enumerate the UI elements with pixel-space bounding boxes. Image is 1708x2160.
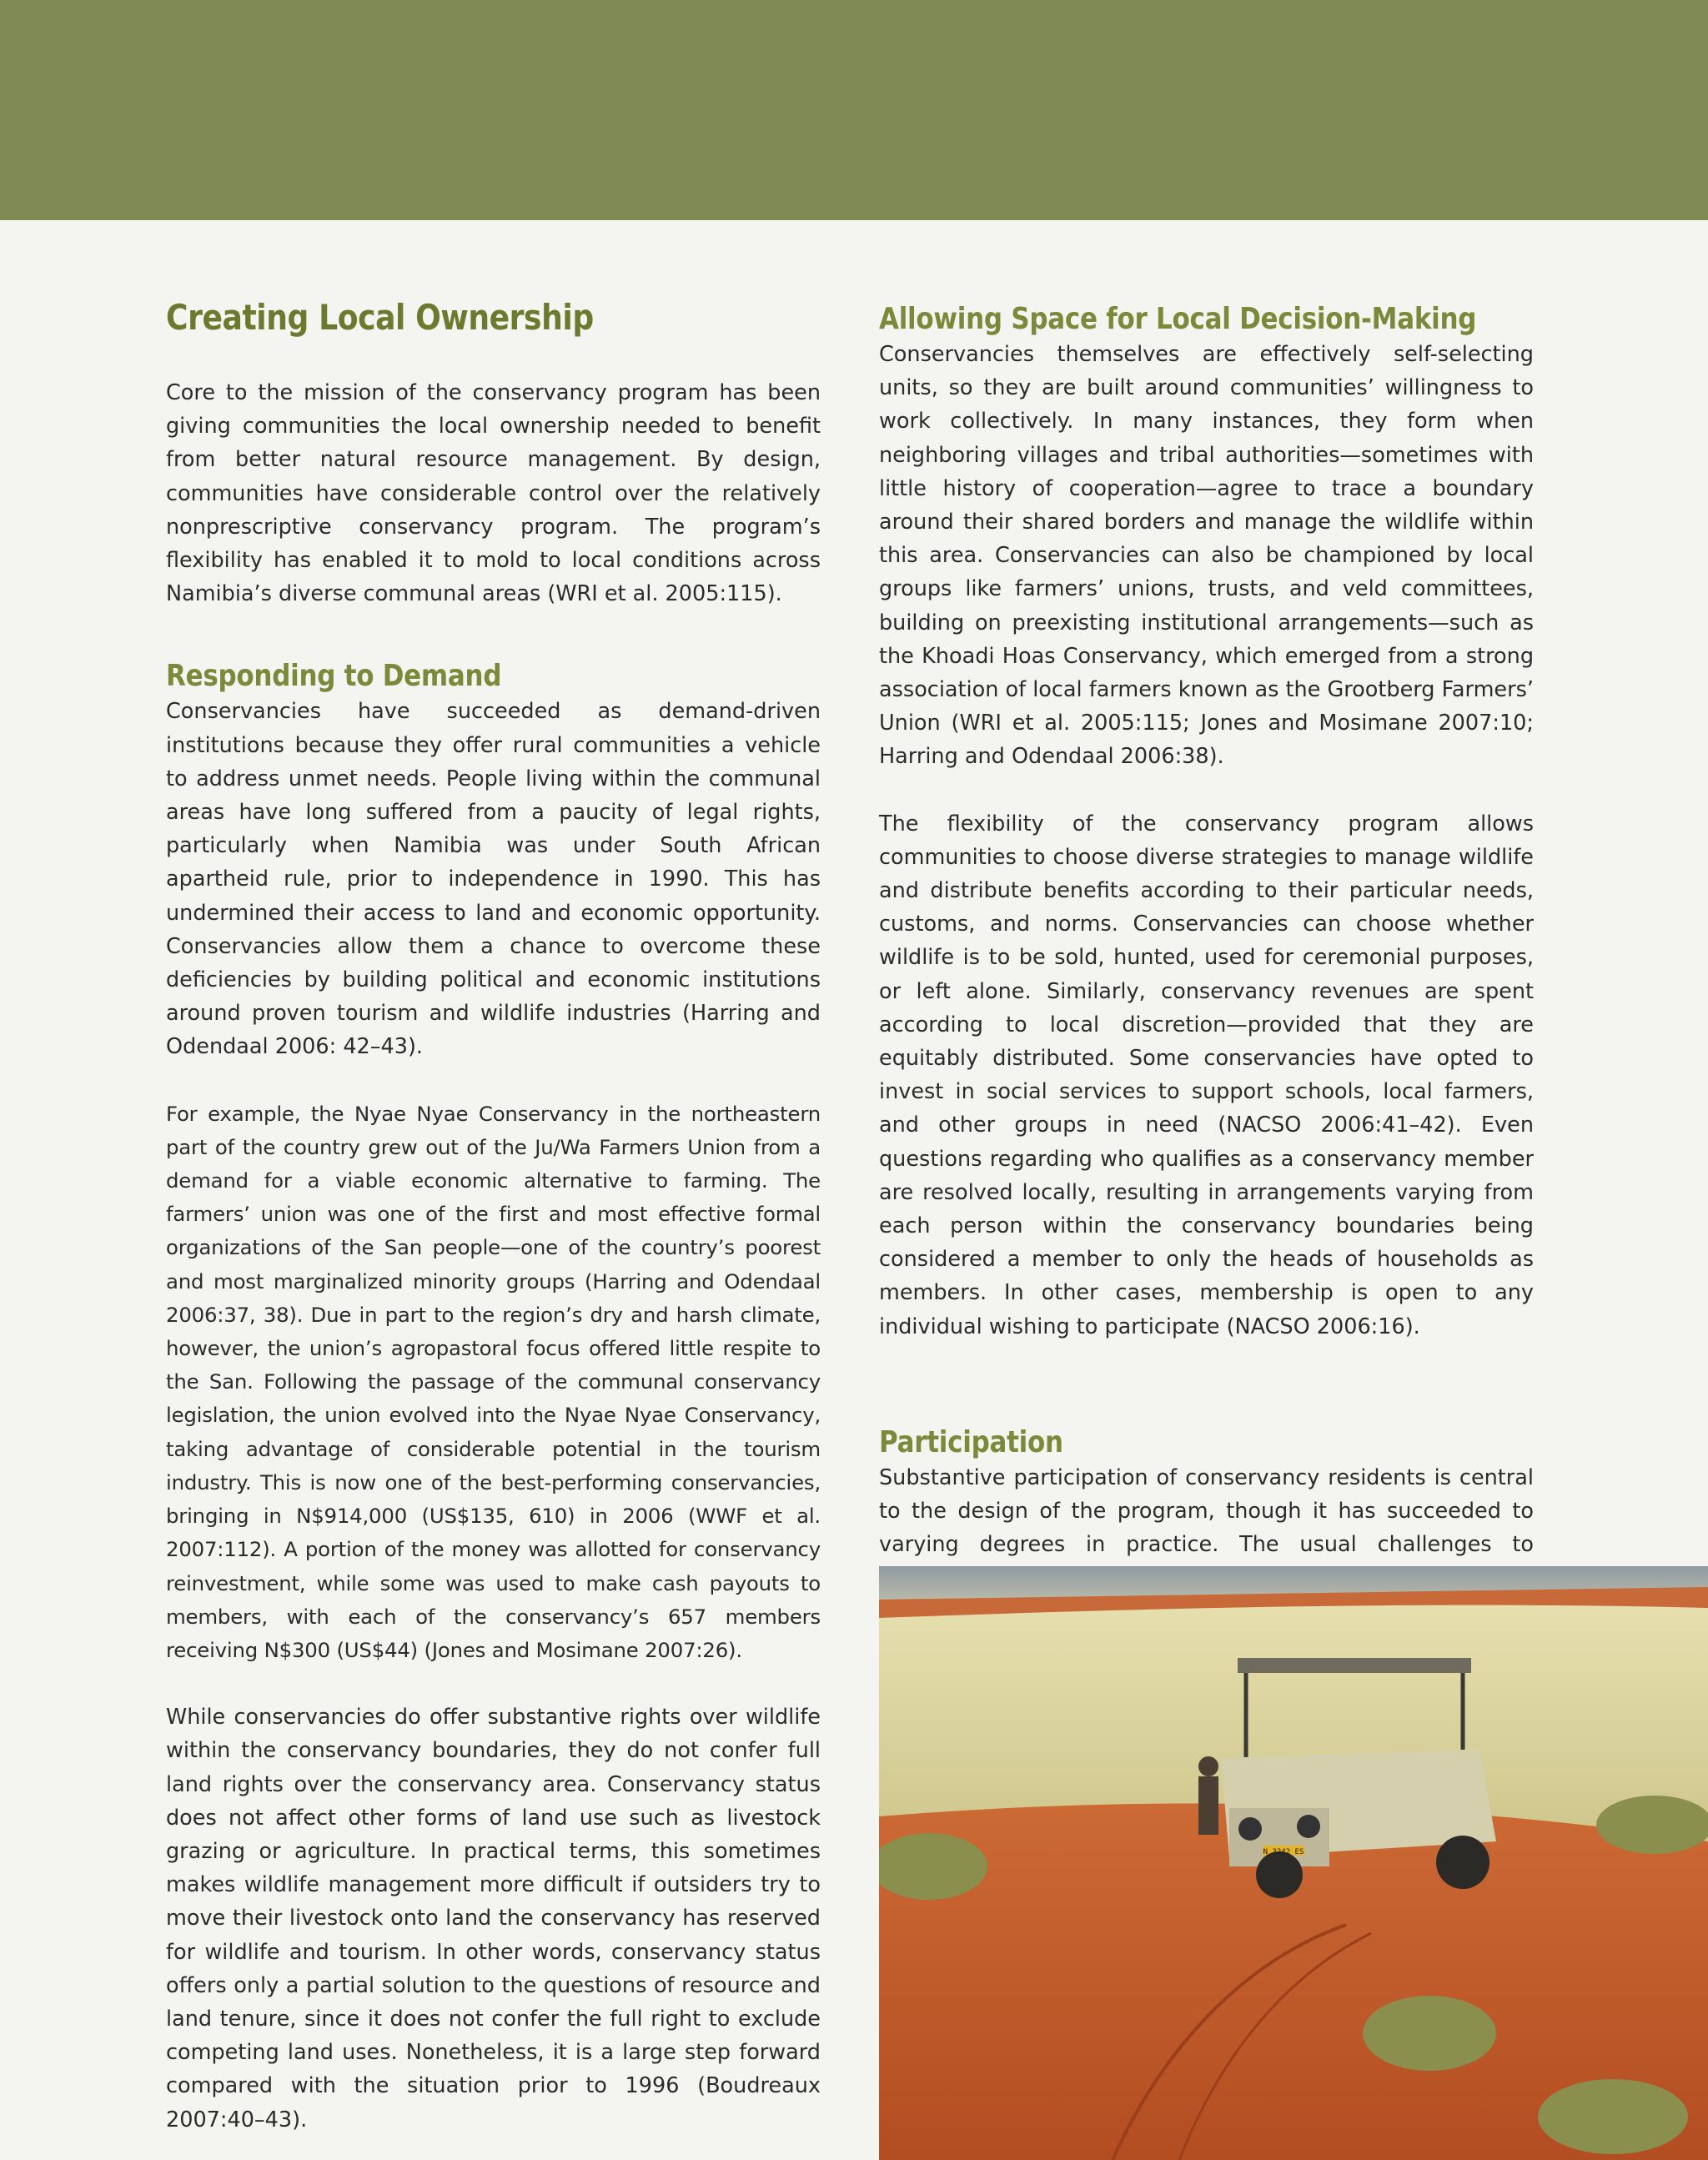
left-column bbox=[166, 297, 821, 2137]
paragraph: For example, the Nyae Nyae Conservancy in the northeastern part of the country grew out of the Ju/Wa Farmers Union from a demand for a viable economic alternative to farming. The farmers’ union was one of the first and most effective formal organizations of the San people—one of the country’s poorest and most marginalized minority groups (Harring and Odendaal 2006:37, 38). Due in part to the region’s dry and harsh climate, however, the union’s agropastoral focus offered little respite to the San. Following the passage of the communal conservancy legislation, the union evolved into the Nyae Nyae Conservancy, taking advantage of considerable potential in the tourism industry. This is now one of the best-performing conservancies, bringing in N$914,000 (US$135, 610) in 2006 (WWF et al. 2007:112). A portion of the money was allotted for conservancy reinvestment, while some was used to make cash payouts to members, with each of the conservancy’s 657 members receiving N$300 (US$44) (Jones and Mosimane 2007:26). bbox=[166, 1101, 821, 1662]
header-band bbox=[0, 0, 1708, 220]
paragraph: Conservancies have succeeded as demand-driven institutions because they offer rural communities a vehicle to address unmet needs. People living within the communal areas have long suffered from a paucity of legal rights, particularly when Namibia was under South African apartheid rule, prior to independence in 1990. This has undermined their access to land and economic opportunity. Conservancies allow them a chance to overcome these deficiencies by building political and economic institutions around proven tourism and wildlife industries (Harring and Odendaal 2006: 42–43). bbox=[166, 699, 821, 1060]
section-heading: Creating Local Ownership bbox=[166, 297, 594, 338]
paragraph: While conservancies do offer substantive rights over wildlife within the conservancy boundaries, they do not confer full land rights over the conservancy area. Conservancy status does not affect other forms of land use such as livestock grazing or agriculture. In practical terms, this sometimes makes wildlife management more difficult if outsiders try to move their livestock onto land the conservancy has reserved for wildlife and tourism. In other words, conservancy status offers only a partial solution to the questions of resource and land tenure, since it does not confer the full right to exclude competing land uses. Nonetheless, it is a large step forward compared with the situation prior to 1996 (Boudreaux 2007:40–43). bbox=[166, 1705, 821, 2132]
safari-scene-illustration bbox=[879, 1566, 1708, 2160]
subsection-heading: Allowing Space for Local Decision-Making bbox=[879, 302, 1477, 336]
subsection-heading: Participation bbox=[879, 1424, 1063, 1459]
paragraph: Conservancies themselves are effectively self-selecting units, so they are built around communities’ willingness to work collectively. In many instances, they form when neighboring villages and tribal authorities—sometimes with little history of cooperation—agree to trace a boundary around their shared borders and manage the wildlife within this area. Conservancies can also be championed by local groups like farmers’ unions, trusts, and veld committees, building on preexisting institutional arrangements—such as the Khoadi Hoas Conservancy, which emerged from a strong association of local farmers known as the Grootberg Farmers’ Union (WRI et al. 2005:115; Jones and Mosimane 2007:10; Harring and Odendaal 2006:38). bbox=[879, 342, 1534, 770]
safari-vehicle-photo bbox=[879, 1566, 1708, 2160]
person bbox=[1198, 1756, 1218, 1835]
paragraph: The flexibility of the conservancy program allows communities to choose diverse strategies to manage wildlife and distribute benefits according to their particular needs, customs, and norms. Conservancies can choose whether wildlife is to be sold, hunted, used for ceremonial purposes, or left alone. Similarly, conservancy revenues are spent according to local discretion—provided that they are equitably distributed. Some conservancies have opted to invest in social services to support schools, local farmers, and other groups in need (NACSO 2006:41–42). Even questions regarding who qualifies as a conservancy member are resolved locally, resulting in arrangements varying from each person within the conservancy boundaries being considered a member to only the heads of households as members. In other cases, membership is open to any individual wishing to participate (NACSO 2006:16). bbox=[879, 811, 1534, 1339]
paragraph: Substantive participation of conservancy residents is central to the design of the program, though it has succeeded to varying degrees in practice. The usual challenges to bbox=[879, 1464, 1534, 1558]
paragraph: Core to the mission of the conservancy program has been giving communities the local ownership needed to benefit from better natural resource management. By design, communities have considerable control over the relatively nonprescriptive conservancy program. The program’s flexibility has enabled it to mold to local conditions across Namibia’s diverse communal areas (WRI et al. 2005:115). bbox=[166, 380, 821, 607]
license-plate-text: N 3242 ES bbox=[1263, 1848, 1304, 1856]
subsection-heading: Responding to Demand bbox=[166, 659, 502, 694]
right-column bbox=[879, 297, 1534, 1595]
